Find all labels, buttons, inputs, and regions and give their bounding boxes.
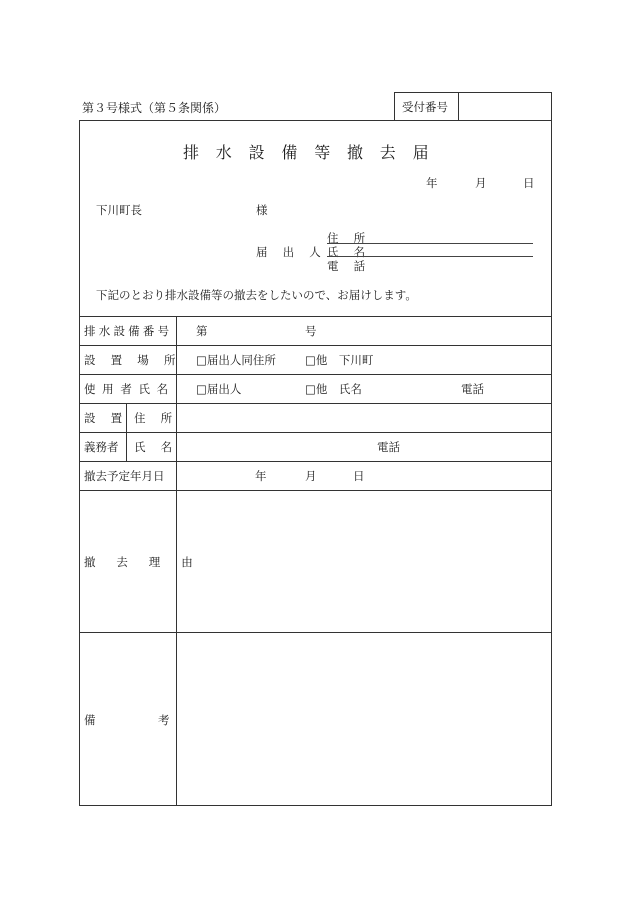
- remarks-field[interactable]: [180, 636, 548, 802]
- obligor-label-top: 設 置: [84, 411, 128, 425]
- user-phone-label: 電話: [461, 382, 484, 396]
- location-option-same-address[interactable]: □届出人同住所: [196, 353, 276, 367]
- date-month: 月: [475, 176, 487, 190]
- obligor-address-field[interactable]: [180, 406, 548, 428]
- planned-date-label: 撤去予定年月日: [84, 469, 165, 483]
- addressee-honorific: 様: [256, 203, 268, 217]
- remarks-label-left: 備: [84, 713, 96, 727]
- reason-field[interactable]: [180, 494, 548, 628]
- date-day: 日: [523, 176, 535, 190]
- applicant-name-label: 氏 名: [327, 245, 371, 259]
- equipment-number-suffix: 号: [305, 324, 317, 338]
- reason-label: 撤 去 理 由: [84, 555, 202, 569]
- form-number: 第３号様式（第５条関係）: [82, 101, 227, 115]
- user-option-other[interactable]: □他 氏名: [305, 382, 362, 396]
- obligor-address-label: 住 所: [134, 411, 178, 425]
- remarks-label-right: 考: [158, 713, 170, 727]
- form-title: 排水設備等撤去届: [183, 143, 446, 162]
- applicant-phone-label: 電 話: [327, 259, 371, 273]
- user-name-label: 使用者氏名: [84, 382, 175, 396]
- date-year: 年: [426, 176, 438, 190]
- obligor-label-bottom: 義務者: [84, 440, 119, 454]
- equipment-number-prefix: 第: [196, 324, 208, 338]
- reception-number-label: 受付番号: [402, 100, 448, 114]
- location-label: 設 置 場 所: [84, 353, 182, 367]
- reception-number-field[interactable]: [462, 99, 548, 117]
- planned-date-month: 月: [305, 469, 317, 483]
- applicant-label: 届 出 人: [256, 245, 327, 259]
- statement-text: 下記のとおり排水設備等の撤去をしたいので、お届けします。: [96, 288, 417, 302]
- applicant-address-label: 住 所: [327, 231, 371, 245]
- equipment-number-field[interactable]: [215, 320, 300, 340]
- user-option-applicant[interactable]: □届出人: [196, 382, 242, 396]
- applicant-address-line[interactable]: [327, 243, 533, 244]
- location-option-other[interactable]: □他 下川町: [305, 353, 374, 367]
- applicant-name-line[interactable]: [327, 256, 533, 257]
- planned-date-day: 日: [353, 469, 365, 483]
- addressee-name: 下川町長: [96, 203, 142, 217]
- planned-date-year: 年: [255, 469, 267, 483]
- obligor-phone-label: 電話: [377, 440, 400, 454]
- obligor-name-label: 氏 名: [134, 440, 178, 454]
- equipment-number-label: 排水設備番号: [84, 324, 173, 338]
